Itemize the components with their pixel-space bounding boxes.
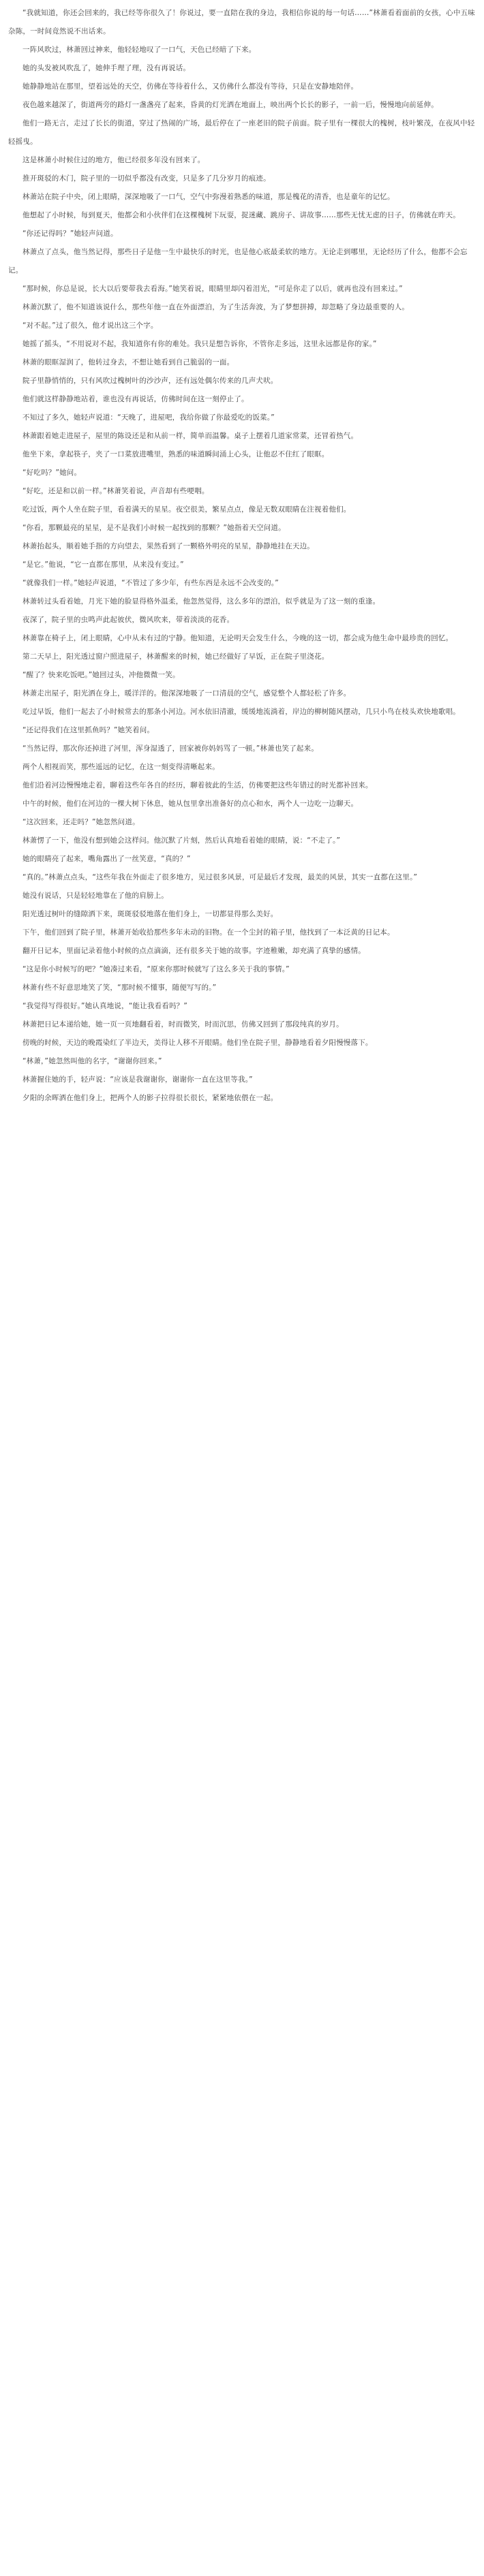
paragraph: 第二天早上，阳光透过窗户照进屋子，林萧醒来的时候，她已经做好了早饭，正在院子里浇花。: [22, 653, 329, 661]
paragraph: “对不起。”过了很久，他才说出这三个字。: [22, 321, 158, 330]
paragraph: 阳光透过树叶的缝隙洒下来，斑斑驳驳地落在他们身上，一切都显得那么美好。: [22, 910, 278, 918]
paragraph: “是它。”他说，“它一直都在那里，从来没有变过。”: [22, 561, 184, 569]
paragraph: “醒了？快来吃饭吧。”她回过头，冲他微微一笑。: [22, 671, 180, 679]
paragraph: 夜深了，院子里的虫鸣声此起彼伏，微风吹来，带着淡淡的花香。: [22, 616, 235, 624]
paragraph: 她的眼睛亮了起来，嘴角露出了一丝笑意，“真的？”: [22, 855, 191, 863]
paragraph: 推开斑驳的木门，院子里的一切似乎都没有改变，只是多了几分岁月的痕迹。: [22, 174, 271, 183]
paragraph: 林萧愣了一下，他没有想到她会这样问。他沉默了片刻，然后认真地看着她的眼睛，说：“不走了。”: [22, 836, 341, 845]
paragraph: 林萧抬起头，顺着她手指的方向望去，果然看到了一颗格外明亮的星星，静静地挂在天边。: [22, 542, 314, 550]
paragraph: “还记得我们在这里抓鱼吗？”她笑着问。: [22, 726, 155, 734]
paragraph: 林萧握住她的手，轻声说：“应该是我谢谢你，谢谢你一直在这里等我。”: [22, 1075, 253, 1084]
paragraph: “就像我们一样。”她轻声说道，“不管过了多少年，有些东西是永远不会改变的。”: [22, 579, 279, 587]
paragraph: 她没有说话，只是轻轻地靠在了他的肩膀上。: [22, 892, 168, 900]
paragraph: “好吃，还是和以前一样。”林萧笑着说，声音却有些哽咽。: [22, 487, 209, 495]
paragraph: 吃过饭，两个人坐在院子里，看着满天的星星。夜空很美，繁星点点，像是无数双眼睛在注视着他们。: [22, 505, 351, 514]
paragraph: “好吃吗？”她问。: [22, 469, 82, 477]
paragraph: 林萧走出屋子，阳光洒在身上，暖洋洋的。他深深地吸了一口清晨的空气，感觉整个人都轻松了许多。: [22, 689, 351, 697]
paragraph: “林萧，”她忽然叫他的名字，“谢谢你回来。”: [22, 1057, 162, 1065]
paragraph: 林萧靠在椅子上，闭上眼睛，心中从未有过的宁静。他知道，无论明天会发生什么，今晚的这一切，都会成为他生命中最珍贵的回忆。: [22, 634, 453, 642]
paragraph: “你看，那颗最亮的星星，是不是我们小时候一起找到的那颗？”她指着天空问道。: [22, 524, 286, 532]
paragraph: 他们沿着河边慢慢地走着，聊着这些年各自的经历，聊着彼此的生活，仿佛要把这些年错过的时光都补回来。: [22, 781, 373, 789]
paragraph: “当然记得，那次你还掉进了河里，浑身湿透了，回家被你妈妈骂了一顿。”林萧也笑了起来。: [22, 744, 319, 753]
paragraph: 不知过了多久，她轻声说道：“天晚了，进屋吧，我给你做了你最爱吃的饭菜。”: [22, 413, 275, 422]
paragraph: 这是林萧小时候住过的地方，他已经很多年没有回来了。: [22, 156, 205, 164]
paragraph: 林萧站在院子中央，闭上眼睛，深深地吸了一口气，空气中弥漫着熟悉的味道，那是槐花的清香，也是童年的记忆。: [22, 193, 395, 201]
paragraph: 中午的时候，他们在河边的一棵大树下休息，她从包里拿出准备好的点心和水，两个人一边吃一边聊天。: [22, 800, 359, 808]
paragraph: 他们一路无言，走过了长长的街道，穿过了热闹的广场，最后停在了一座老旧的院子前面。院子里有一棵很大的槐树，枝叶繁茂，在夜风中轻轻摇曳。: [8, 119, 475, 146]
paragraph: 林萧沉默了，他不知道该说什么，那些年他一直在外面漂泊，为了生活奔波，为了梦想拼搏，却忽略了身边最重要的人。: [22, 303, 410, 311]
paragraph: 林萧点了点头，他当然记得，那些日子是他一生中最快乐的时光，也是他心底最柔软的地方。无论走到哪里，无论经历了什么，他都不会忘记。: [8, 248, 468, 274]
paragraph: “我就知道，你还会回来的，我已经等你很久了！你说过，要一直陪在我的身边，我相信你说的每一句话……”林萧看着面前的女孩，心中五味杂陈，一时间竟然说不出话来。: [8, 9, 475, 35]
article: [0, 0, 484, 1108]
paragraph: 她静静地站在那里，望着远处的天空，仿佛在等待着什么，又仿佛什么都没有等待，只是在安静地陪伴。: [22, 82, 359, 91]
paragraph: 他坐下来，拿起筷子，夹了一口菜放进嘴里，熟悉的味道瞬间涌上心头，让他忍不住红了眼眶。: [22, 450, 329, 458]
paragraph: “我觉得写得很好。”她认真地说，“能让我看看吗？”: [22, 1002, 188, 1010]
paragraph: 一阵风吹过，林萧回过神来，他轻轻地叹了一口气，天色已经暗了下来。: [22, 46, 256, 54]
paragraph: 她的头发被风吹乱了，她伸手理了理，没有再说话。: [22, 64, 191, 72]
paragraph: 翻开日记本，里面记录着他小时候的点点滴滴，还有很多关于她的故事。字迹稚嫩，却充满了真挚的感情。: [22, 947, 365, 955]
paragraph: 院子里静悄悄的，只有风吹过槐树叶的沙沙声，还有远处偶尔传来的几声犬吠。: [22, 377, 278, 385]
paragraph: “真的。”林萧点点头，“这些年我在外面走了很多地方，见过很多风景，可是最后才发现，最美的风景，其实一直都在这里。”: [22, 873, 418, 881]
paragraph: 两个人相视而笑，那些遥远的记忆，在这一刻变得清晰起来。: [22, 763, 220, 771]
paragraph: 夜色越来越深了，街道两旁的路灯一盏盏亮了起来，昏黄的灯光洒在地面上，映出两个长长的影子，一前一后，慢慢地向前延伸。: [22, 101, 438, 109]
paragraph: “你还记得吗？”她轻声问道。: [22, 230, 118, 238]
paragraph: “这次回来，还走吗？”她忽然问道。: [22, 818, 140, 826]
paragraph: 她摇了摇头，“不用说对不起，我知道你有你的难处。我只是想告诉你，不管你走多远，这里永远都是你的家。”: [22, 340, 377, 348]
paragraph: “那时候，你总是说，长大以后要带我去看海。”她笑着说，眼睛里却闪着泪光，“可是你走了以后，就再也没有回来过。”: [22, 285, 403, 293]
paragraph: 下午，他们回到了院子里，林萧开始收拾那些多年未动的旧物。在一个尘封的箱子里，他找到了一本泛黄的日记本。: [22, 928, 395, 937]
paragraph: 林萧把日记本递给她，她一页一页地翻看着，时而微笑，时而沉思，仿佛又回到了那段纯真的岁月。: [22, 1020, 344, 1028]
paragraph: 林萧的眼眶湿润了，他转过身去，不想让她看到自己脆弱的一面。: [22, 358, 235, 366]
paragraph: 林萧转过头看着她，月光下她的脸显得格外温柔，他忽然觉得，这么多年的漂泊，似乎就是为了这一刻的重逢。: [22, 597, 380, 606]
paragraph: 他们就这样静静地站着，谁也没有再说话，仿佛时间在这一刻停止了。: [22, 395, 249, 403]
paragraph: 他想起了小时候，每到夏天，他都会和小伙伴们在这棵槐树下玩耍，捉迷藏、跳房子、讲故事……那些无忧无虑的日子，仿佛就在昨天。: [22, 211, 460, 219]
paragraph: “这是你小时候写的吧？”她凑过来看，“原来你那时候就写了这么多关于我的事情。”: [22, 965, 290, 973]
paragraph: 林萧有些不好意思地笑了笑，“那时候不懂事，随便写写的。”: [22, 984, 217, 992]
paragraph: 夕阳的余晖洒在他们身上，把两个人的影子拉得很长很长，紧紧地依偎在一起。: [22, 1094, 278, 1102]
paragraph: 吃过早饭，他们一起去了小时候常去的那条小河边。河水依旧清澈，缓缓地流淌着，岸边的柳树随风摆动，几只小鸟在枝头欢快地歌唱。: [22, 708, 460, 716]
paragraph: 林萧跟着她走进屋子，屋里的陈设还是和从前一样，简单而温馨。桌子上摆着几道家常菜，还冒着热气。: [22, 432, 359, 440]
paragraph: 傍晚的时候，天边的晚霞染红了半边天，美得让人移不开眼睛。他们坐在院子里，静静地看着夕阳慢慢落下。: [22, 1039, 373, 1047]
